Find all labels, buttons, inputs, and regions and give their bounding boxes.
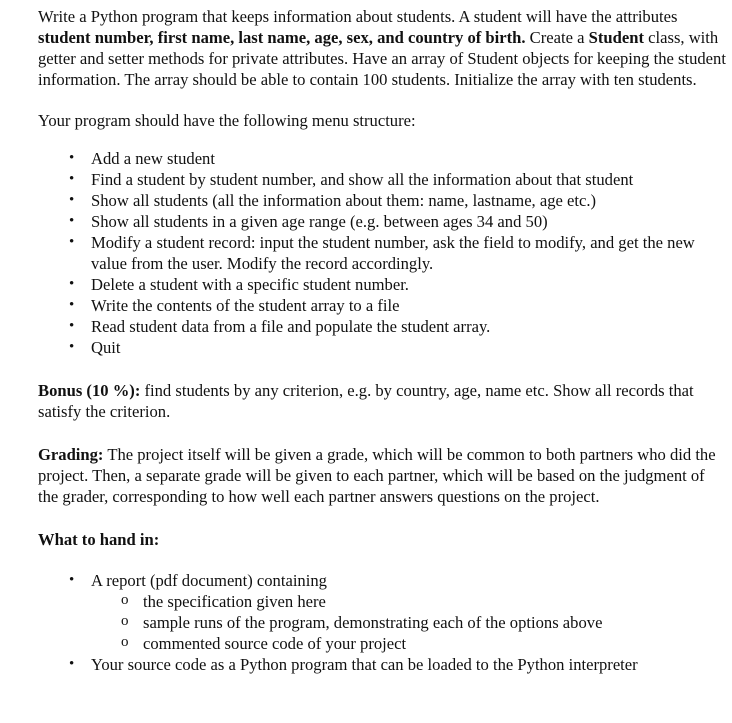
hand-in-source: • Your source code as a Python program that can be loaded to the Python interpreter [69,654,728,675]
hand-in-report-label: A report (pdf document) containing [91,571,327,590]
grading-label: Grading: [38,445,104,464]
report-item-spec: o the specification given here [121,591,728,612]
report-item-sample-runs: o sample runs of the program, demonstrating each of the options above [121,612,728,633]
menu-intro: Your program should have the following menu structure: [38,111,416,130]
menu-item-modify: • Modify a student record: input the student number, ask the field to modify, and get the new value from the user. Modify the record accordingly. [69,232,728,274]
hand-in-report [69,570,728,654]
bonus-label: Bonus (10 %): [38,381,141,400]
bonus-text: find students by any criterion, e.g. by country, age, name etc. Show all records that satisfy the criterion. [38,381,694,421]
grading-text: The project itself will be given a grade, which will be common to both partners who did the project. Then, a separate grade will be given to each partner, which will be based on the judgment of the grader, corresponding to how well each partner answers questions on the project. [38,445,716,506]
assignment-document [38,6,728,675]
report-item-source: o commented source code of your project [121,633,728,654]
hand-in-title: What to hand in: [38,530,160,549]
intro-student-bold: Student [588,28,644,47]
menu-item-write: • Write the contents of the student array to a file [69,295,728,316]
menu-item-find: • Find a student by student number, and show all the information about that student [69,169,728,190]
menu-item-show-all: • Show all students (all the information about them: name, lastname, age etc.) [69,190,728,211]
intro-text-3: class, with getter and setter methods for private attributes. Have an array of Student objects for keeping the student information. The array should be able to contain 100 students. Initialize the array with ten students. [38,28,726,89]
bonus-paragraph [38,380,728,422]
menu-item-add: • Add a new student [69,148,728,169]
menu-item-delete: • Delete a student with a specific student number. [69,274,728,295]
report-contents-list [121,591,728,654]
intro-paragraph [38,6,728,90]
grading-paragraph [38,444,728,507]
hand-in-list [69,570,728,675]
menu-item-quit: • Quit [69,337,728,358]
menu-list [69,148,728,358]
menu-item-age-range: • Show all students in a given age range (e.g. between ages 34 and 50) [69,211,728,232]
intro-text-2: Create a [525,28,589,47]
intro-text-1: Write a Python program that keeps information about students. A student will have the attributes [38,7,678,26]
menu-item-read: • Read student data from a file and populate the student array. [69,316,728,337]
intro-attributes-bold: student number, first name, last name, age, sex, and country of birth. [38,28,526,47]
